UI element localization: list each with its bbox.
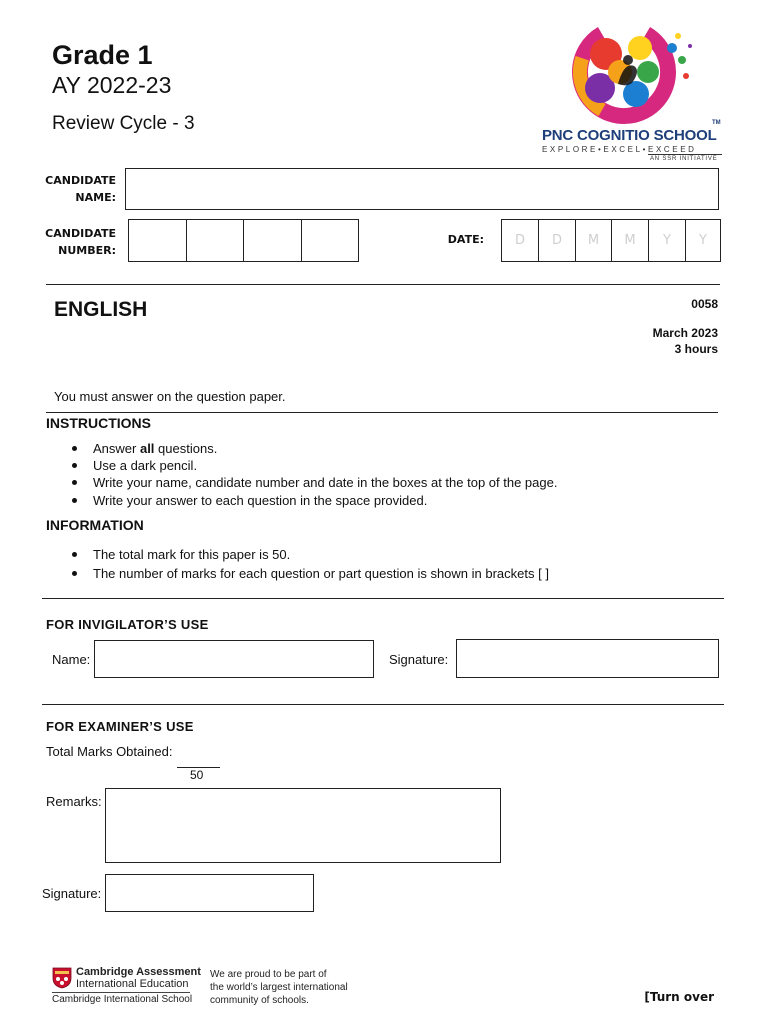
candidate-number-digit[interactable]	[129, 220, 187, 261]
list-item: Write your name, candidate number and date in the boxes at the top of the page.	[69, 474, 729, 491]
cambridge-line-1: Cambridge Assessment	[76, 966, 201, 978]
remarks-label: Remarks:	[46, 794, 102, 809]
divider	[46, 284, 720, 285]
candidate-number-digit[interactable]	[187, 220, 244, 261]
list-item: The total mark for this paper is 50.	[69, 546, 729, 563]
answer-note: You must answer on the question paper.	[54, 389, 286, 404]
paper-month: March 2023	[652, 326, 718, 340]
logo-tagline: EXPLORE•EXCEL•EXCEED	[542, 145, 697, 154]
instructions-list	[69, 440, 729, 509]
proud-statement: We are proud to be part of the world’s largest international community of schools.	[210, 969, 348, 1006]
date-year-digit[interactable]: Y	[699, 233, 707, 248]
cambridge-logo	[52, 966, 202, 1008]
grade-title: Grade 1	[52, 40, 153, 70]
examiner-signature-field[interactable]	[105, 874, 314, 912]
cambridge-line-3: Cambridge International School	[52, 994, 193, 1005]
instructions-heading: INSTRUCTIONS	[46, 415, 151, 431]
examiner-heading: FOR EXAMINER’S USE	[46, 719, 194, 734]
date-day-digit[interactable]: D	[502, 220, 539, 261]
logo-divider	[648, 154, 722, 155]
date-month-digit[interactable]: M	[576, 220, 612, 261]
cambridge-shield-icon	[52, 967, 72, 989]
date-day-digit[interactable]: D	[539, 220, 576, 261]
date-year-digit[interactable]: Y	[649, 220, 686, 261]
divider	[46, 412, 718, 413]
date-month-digit[interactable]: M	[612, 220, 649, 261]
review-cycle: Review Cycle - 3	[52, 113, 195, 134]
school-logo	[540, 14, 726, 166]
list-item: Use a dark pencil.	[69, 457, 729, 474]
school-logo-emblem-icon	[540, 14, 726, 126]
divider	[42, 598, 724, 599]
candidate-number-field[interactable]	[128, 219, 359, 262]
total-marks-label: Total Marks Obtained:	[46, 744, 173, 759]
academic-year: AY 2022-23	[52, 72, 172, 98]
invigilator-signature-label: Signature:	[389, 652, 449, 667]
candidate-number-digit[interactable]	[244, 220, 302, 261]
paper-duration: 3 hours	[674, 342, 718, 356]
logo-trademark: TM	[712, 120, 721, 126]
cambridge-divider	[52, 992, 190, 993]
information-list	[69, 546, 729, 582]
candidate-number-label: CANDIDATE NUMBER:	[45, 227, 116, 257]
total-marks-out-of: 50	[190, 768, 204, 782]
candidate-name-label: CANDIDATE NAME:	[45, 174, 116, 204]
date-field[interactable]	[501, 219, 721, 262]
list-item: Answer all questions.	[69, 440, 729, 457]
invigilator-signature-field[interactable]	[456, 639, 719, 678]
examiner-signature-label: Signature:	[42, 886, 102, 901]
invigilator-name-field[interactable]	[94, 640, 374, 678]
subject-title: ENGLISH	[54, 298, 148, 321]
paper-date-duration	[653, 325, 718, 357]
candidate-name-field[interactable]	[125, 168, 719, 210]
information-heading: INFORMATION	[46, 517, 144, 533]
list-item: The number of marks for each question or part question is shown in brackets [ ]	[69, 565, 729, 582]
logo-school-name: PNC COGNITIO SCHOOL	[542, 127, 717, 144]
invigilator-heading: FOR INVIGILATOR’S USE	[46, 617, 209, 632]
cambridge-line-2: International Education	[76, 978, 189, 990]
logo-initiative: AN SSR INITIATIVE	[650, 156, 718, 162]
list-item: Write your answer to each question in the space provided.	[69, 492, 729, 509]
paper-code: 0058	[691, 297, 718, 311]
remarks-field[interactable]	[105, 788, 501, 863]
date-label: DATE:	[447, 233, 484, 246]
turn-over-note: [Turn over	[644, 990, 714, 1004]
invigilator-name-label: Name:	[52, 652, 91, 667]
divider	[42, 704, 724, 705]
